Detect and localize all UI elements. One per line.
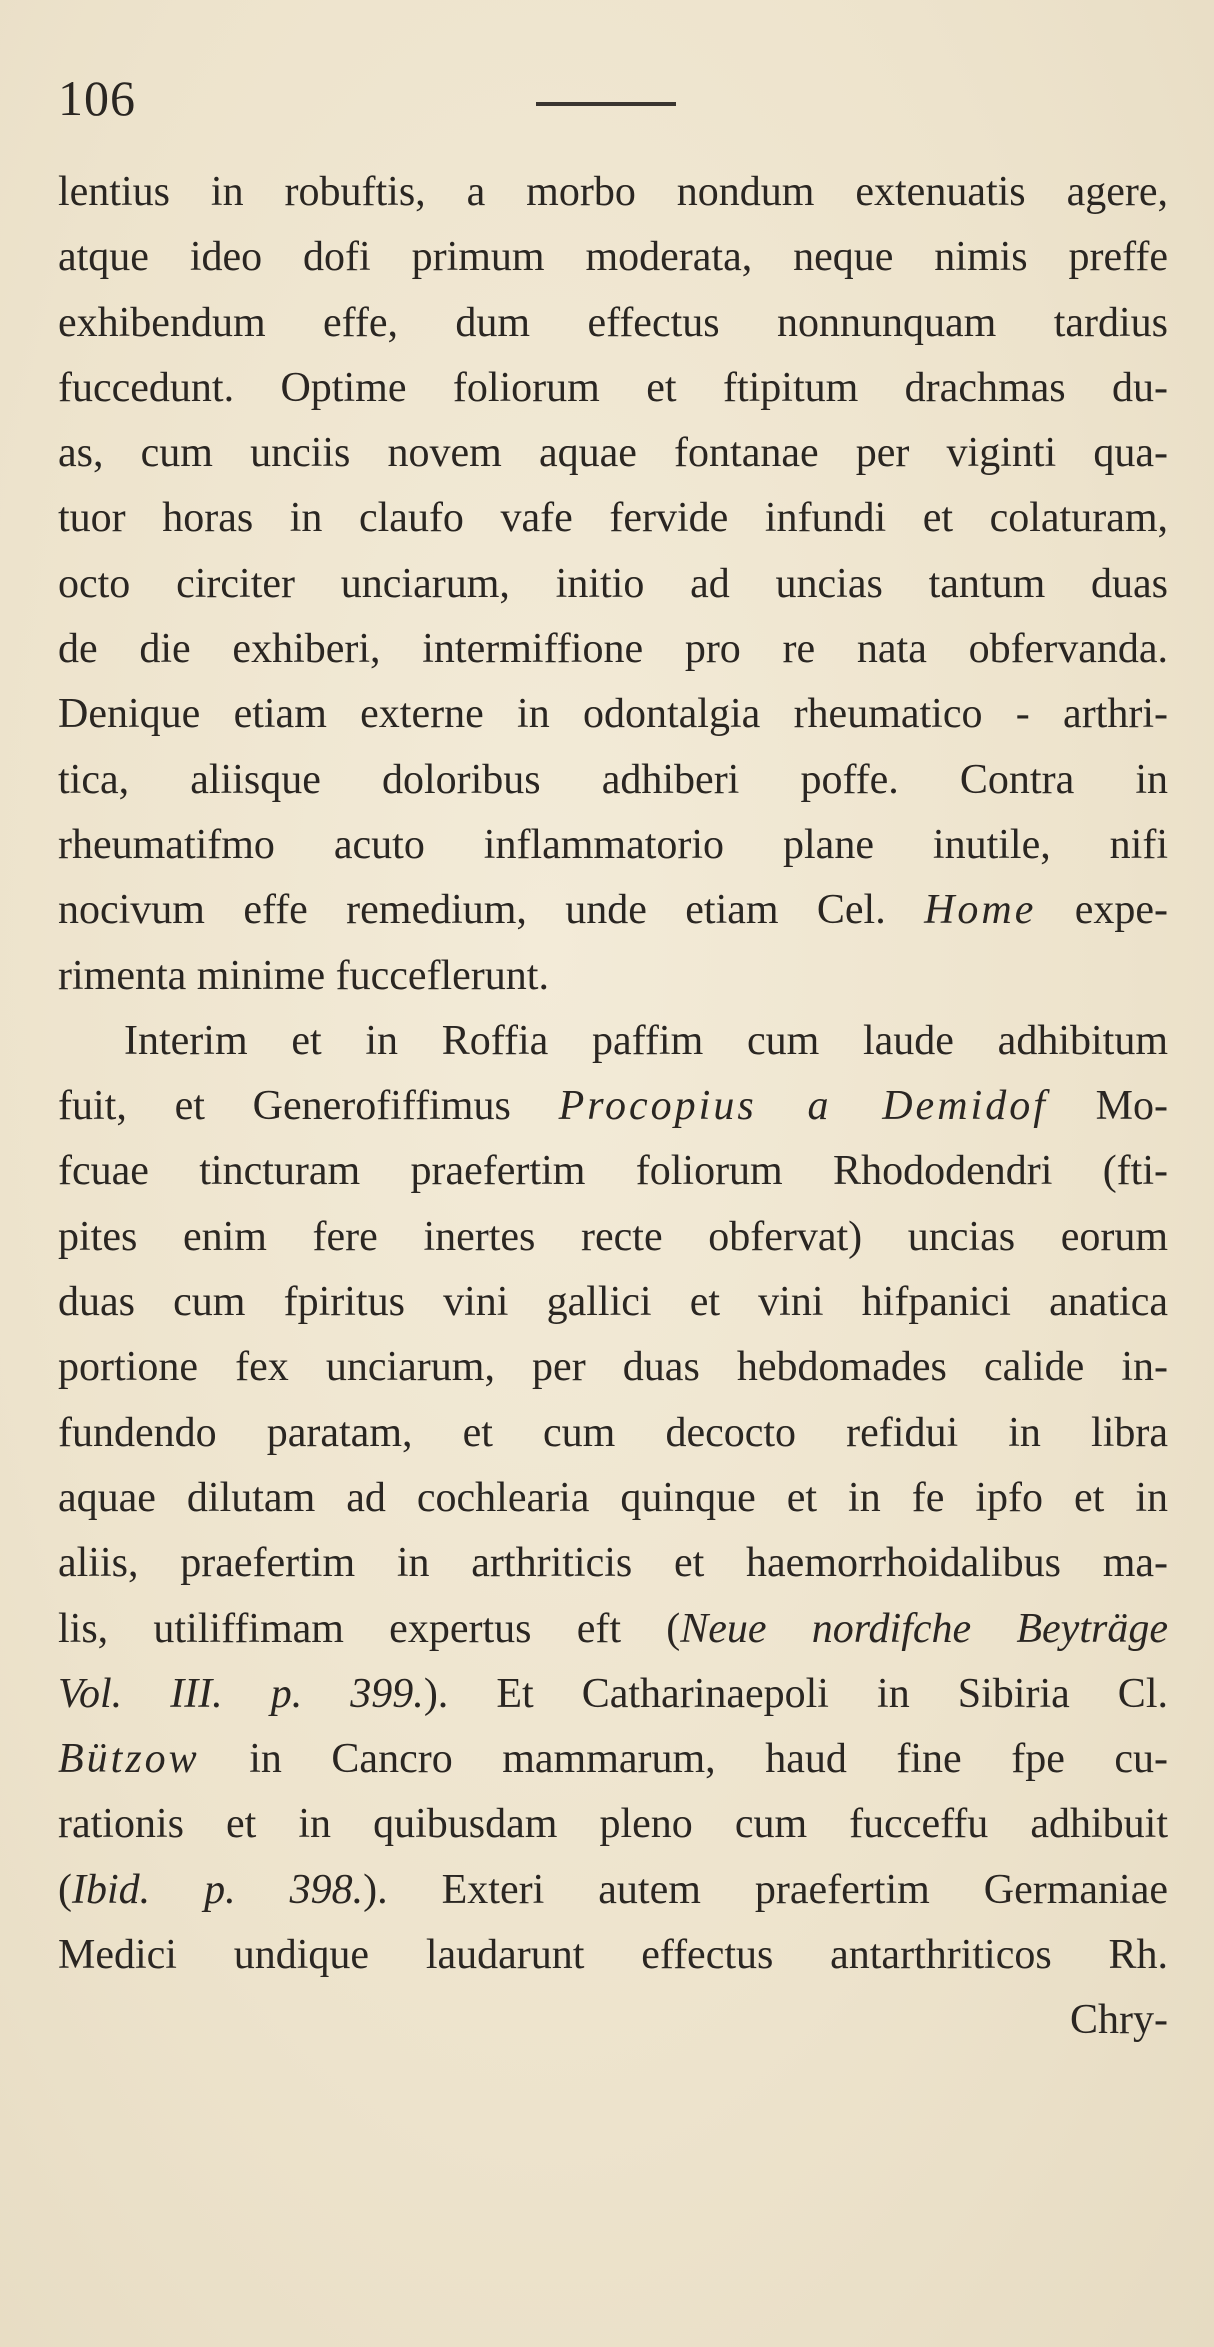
text-line: fuccedunt. Optime foliorum et ftipitum drachmas du- — [58, 364, 1168, 411]
text-line: Interim et in Roffia paffim cum laude adhibitum — [124, 1017, 1168, 1064]
text-line: Vol. III. p. 399.). Et Catharinaepoli in Sibiria Cl. — [58, 1670, 1168, 1717]
text-line: octo circiter unciarum, initio ad uncias tantum duas — [58, 560, 1168, 607]
text-line: duas cum fpiritus vini gallici et vini hifpanici anatica — [58, 1279, 1168, 1326]
text-line: de die exhiberi, intermiffione pro re nata obfervanda. — [58, 626, 1168, 673]
text-line: as, cum unciis novem aquae fontanae per viginti qua- — [58, 430, 1168, 477]
citation-title: Neue nordifche Beyträge — [680, 1605, 1168, 1652]
text-line: rheumatifmo acuto inflammatorio plane inutile, nifi — [58, 821, 1168, 868]
text-line: tuor horas in claufo vafe fervide infundi et colaturam, — [58, 495, 1168, 542]
text-line: aquae dilutam ad cochlearia quinque et in fe ipfo et in — [58, 1474, 1168, 1521]
text-line: rimenta minime fucceflerunt. — [58, 952, 549, 999]
text-line: Bützow in Cancro mammarum, haud fine fpe cu- — [58, 1736, 1168, 1783]
running-header — [58, 68, 1158, 128]
citation-reference: Ibid. p. 398. — [72, 1866, 364, 1913]
text-line: portione fex unciarum, per duas hebdomades calide in- — [58, 1344, 1168, 1391]
author-name: Bützow — [58, 1736, 200, 1783]
text-line: pites enim fere inertes recte obfervat) uncias eorum — [58, 1213, 1168, 1260]
text-line: aliis, praefertim in arthriticis et haemorrhoidalibus ma- — [58, 1540, 1168, 1587]
text-line: (Ibid. p. 398.). Exteri autem praefertim Germaniae — [58, 1866, 1168, 1913]
text-line: lentius in robuftis, a morbo nondum extenuatis agere, — [58, 169, 1168, 215]
text-line: rationis et in quibusdam pleno cum fucceffu adhibuit — [58, 1801, 1168, 1848]
text-line: lis, utiliffimam expertus eft (Neue nordifche Beyträge — [58, 1605, 1168, 1652]
text-line: fundendo paratam, et cum decocto refidui in libra — [58, 1409, 1168, 1456]
author-name: Procopius a Demidof — [558, 1083, 1048, 1130]
text-line: Denique etiam externe in odontalgia rheumatico - arthri- — [58, 691, 1168, 738]
citation-reference: Vol. III. p. 399. — [58, 1670, 424, 1717]
text-line: atque ideo dofi primum moderata, neque nimis preffe — [58, 234, 1168, 281]
page-number: 106 — [58, 70, 136, 126]
body-text — [58, 160, 1168, 2054]
text-line: tica, aliisque doloribus adhiberi poffe. Contra in — [58, 756, 1168, 803]
catchword: Chry- — [1070, 1997, 1168, 2044]
text-line: exhibendum effe, dum effectus nonnunquam tardius — [58, 299, 1168, 346]
header-rule — [536, 102, 676, 106]
author-name: Home — [924, 887, 1037, 934]
text-line: fuit, et Generofiffimus Procopius a Demidof Mo- — [58, 1083, 1168, 1130]
text-line: nocivum effe remedium, unde etiam Cel. Home expe- — [58, 887, 1168, 934]
text-line: fcuae tincturam praefertim foliorum Rhododendri (fti- — [58, 1148, 1168, 1195]
text-line: Medici undique laudarunt effectus antarthriticos Rh. — [58, 1932, 1168, 1979]
